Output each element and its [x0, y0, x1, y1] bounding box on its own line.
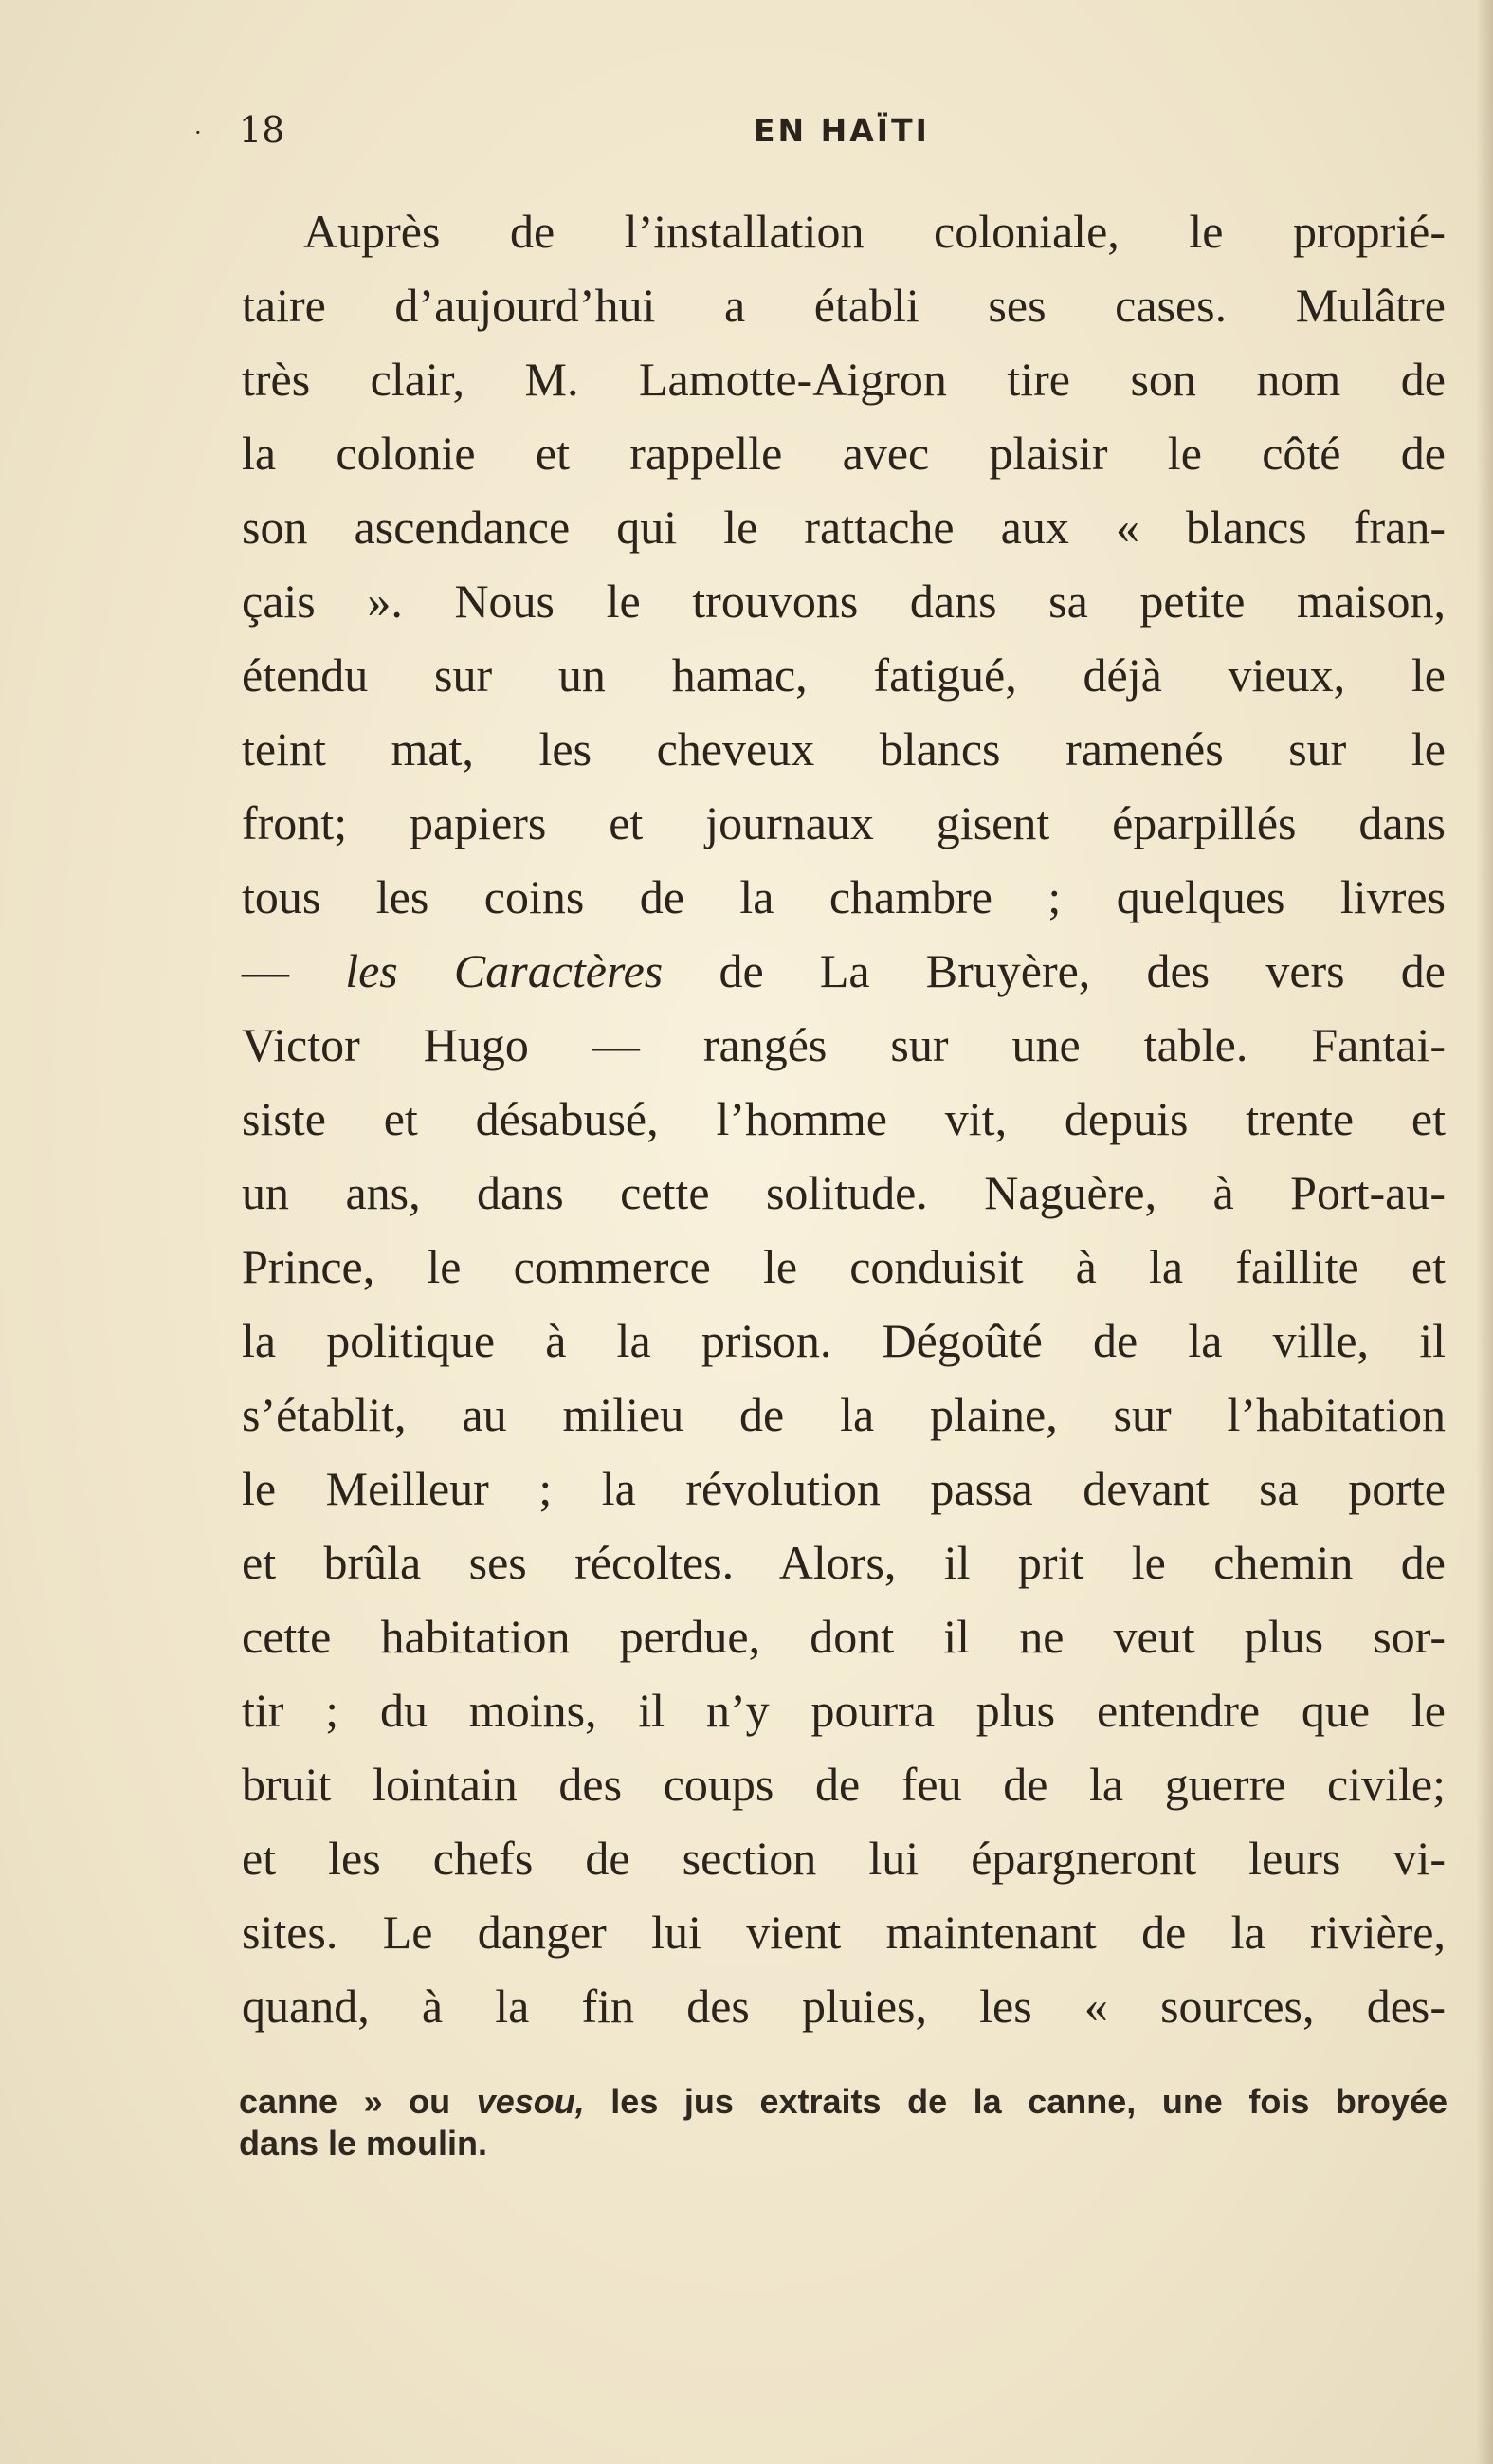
footnote-line: [239, 2081, 1447, 2123]
text-line: Auprès de l’installation coloniale, le proprié-: [303, 205, 1446, 258]
text-line: sites. Le danger lui vient maintenant de la rivière,: [242, 1906, 1446, 1959]
text-fragment: les jus extraits de la canne, une fois broyée: [584, 2082, 1447, 2121]
text-line: le Meilleur ; la révolution passa devant sa porte: [242, 1462, 1446, 1515]
text-line: quand, à la fin des pluies, les « sources, des-: [242, 1980, 1446, 2033]
text-line: la colonie et rappelle avec plaisir le côté de: [242, 427, 1446, 480]
text-line: front; papiers et journaux gisent éparpillés dans: [242, 796, 1446, 849]
text-line: Prince, le commerce le conduisit à la faillite et: [242, 1240, 1446, 1293]
page-header: [0, 104, 1493, 161]
text-line: taire d’aujourd’hui a établi ses cases. Mulâtre: [242, 279, 1446, 332]
text-line: très clair, M. Lamotte-Aigron tire son nom de: [242, 353, 1446, 406]
margin-mark: ·: [194, 119, 202, 146]
text-line: et les chefs de section lui épargneront leurs vi-: [242, 1832, 1446, 1885]
text-line: cette habitation perdue, dont il ne veut plus sor-: [242, 1610, 1446, 1663]
italic-title: les Caractères: [345, 944, 664, 997]
body-paragraph: [242, 194, 1446, 2043]
text-line: teint mat, les cheveux blancs ramenés sur le: [242, 722, 1446, 776]
text-line: siste et désabusé, l’homme vit, depuis trente et: [242, 1092, 1446, 1145]
text-line: bruit lointain des coups de feu de la guerre civile;: [242, 1758, 1446, 1811]
text-line: la politique à la prison. Dégoûté de la ville, il: [242, 1314, 1446, 1367]
text-line: s’établit, au milieu de la plaine, sur l’habitation: [242, 1388, 1446, 1441]
footnote: [239, 2081, 1447, 2164]
text-line: tir ; du moins, il n’y pourra plus entendre que le: [242, 1684, 1446, 1737]
text-line: et brûla ses récoltes. Alors, il prit le chemin de: [242, 1536, 1446, 1589]
footnote-line: dans le moulin.: [239, 2124, 488, 2163]
text-line: Victor Hugo — rangés sur une table. Fantai-: [242, 1018, 1446, 1071]
text-line: son ascendance qui le rattache aux « blancs fran-: [242, 501, 1446, 554]
page-number: 18: [239, 109, 285, 151]
italic-term: vesou,: [476, 2082, 585, 2121]
text-line: un ans, dans cette solitude. Naguère, à Port-au-: [242, 1166, 1446, 1219]
text-line: çais ». Nous le trouvons dans sa petite maison,: [242, 575, 1446, 628]
text-fragment: canne » ou: [239, 2082, 477, 2121]
text-line: étendu sur un hamac, fatigué, déjà vieux, le: [242, 648, 1446, 702]
text-line: [242, 934, 1446, 1008]
running-title: EN HAÏTI: [754, 112, 930, 149]
page-edge-shadow: [1476, 0, 1493, 2464]
text-line: tous les coins de la chambre ; quelques livres: [242, 870, 1446, 923]
text-fragment: —: [242, 944, 346, 997]
text-fragment: de La Bruyère, des vers de: [663, 944, 1446, 997]
